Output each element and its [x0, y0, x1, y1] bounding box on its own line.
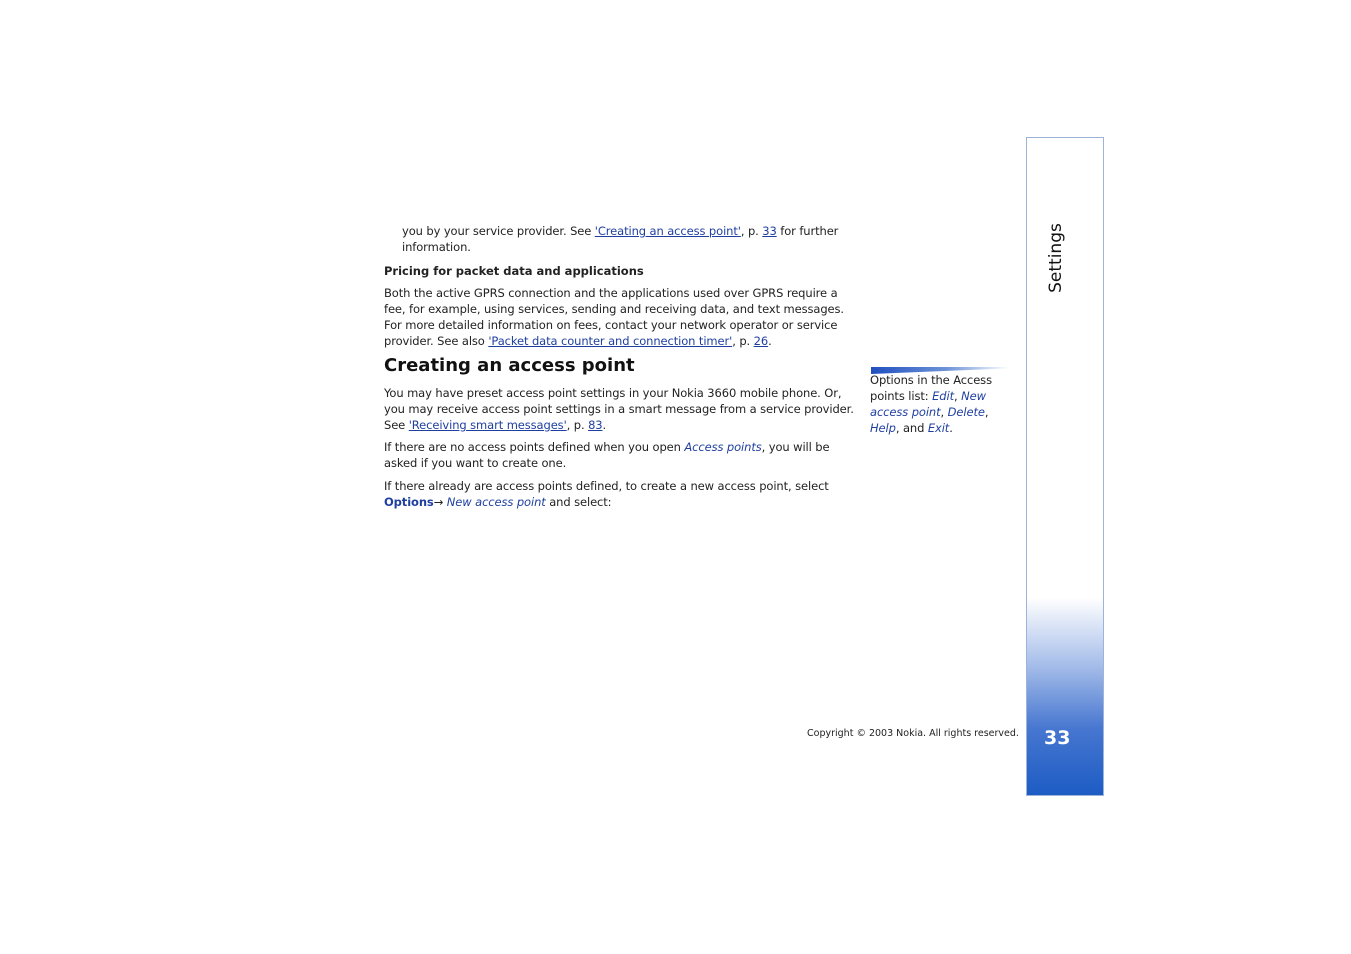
preset-paragraph: You may have preset access point settings in your Nokia 3660 mobile phone. Or, you may receive access point settings in a smart message from a service provider. See 'Receiving smart messages', p. 83. — [384, 386, 854, 432]
side-note: Options in the Access points list: Edit, New access point, Delete, Help, and Exit. — [870, 373, 992, 435]
arrow-icon: → — [433, 495, 444, 509]
page-26-link[interactable]: 26 — [753, 334, 769, 348]
page-number: 33 — [1044, 727, 1071, 749]
copyright-notice: Copyright © 2003 Nokia. All rights reserved. — [807, 728, 1019, 739]
section-heading: Creating an access point — [384, 355, 635, 376]
new-access-point-term: New access point — [446, 495, 546, 509]
options-term: Options — [384, 495, 434, 509]
note-delete: Delete — [947, 405, 985, 419]
no-access-points-paragraph: If there are no access points defined when you open Access points, you will be asked if you want to create one. — [384, 440, 830, 470]
pricing-subheading: Pricing for packet data and applications — [384, 264, 644, 278]
existing-access-points-paragraph: If there already are access points defined, to create a new access point, select Options→ New access point and select: — [384, 479, 829, 509]
access-points-term: Access points — [684, 440, 762, 454]
note-help: Help — [870, 421, 896, 435]
packet-data-counter-link[interactable]: 'Packet data counter and connection timer' — [488, 334, 733, 348]
note-new-access-point: New access point — [870, 389, 986, 419]
page-83-link[interactable]: 83 — [588, 418, 603, 432]
creating-access-point-link[interactable]: 'Creating an access point' — [594, 224, 741, 238]
note-edit: Edit — [932, 389, 954, 403]
note-exit: Exit — [927, 421, 950, 435]
receiving-smart-messages-link[interactable]: 'Receiving smart messages' — [408, 418, 567, 432]
section-tab-label: Settings — [1046, 223, 1066, 293]
page-33-link[interactable]: 33 — [762, 224, 777, 238]
continuation-paragraph: you by your service provider. See 'Creating an access point', p. 33 for further information. — [402, 224, 839, 254]
pricing-paragraph: Both the active GPRS connection and the applications used over GPRS require a fee, for example, using services, sending and receiving data, and text messages. For more detailed information on fees, contact your network operator or service provider. See also 'Packet data counter and connection timer', p. 26. — [384, 286, 844, 348]
